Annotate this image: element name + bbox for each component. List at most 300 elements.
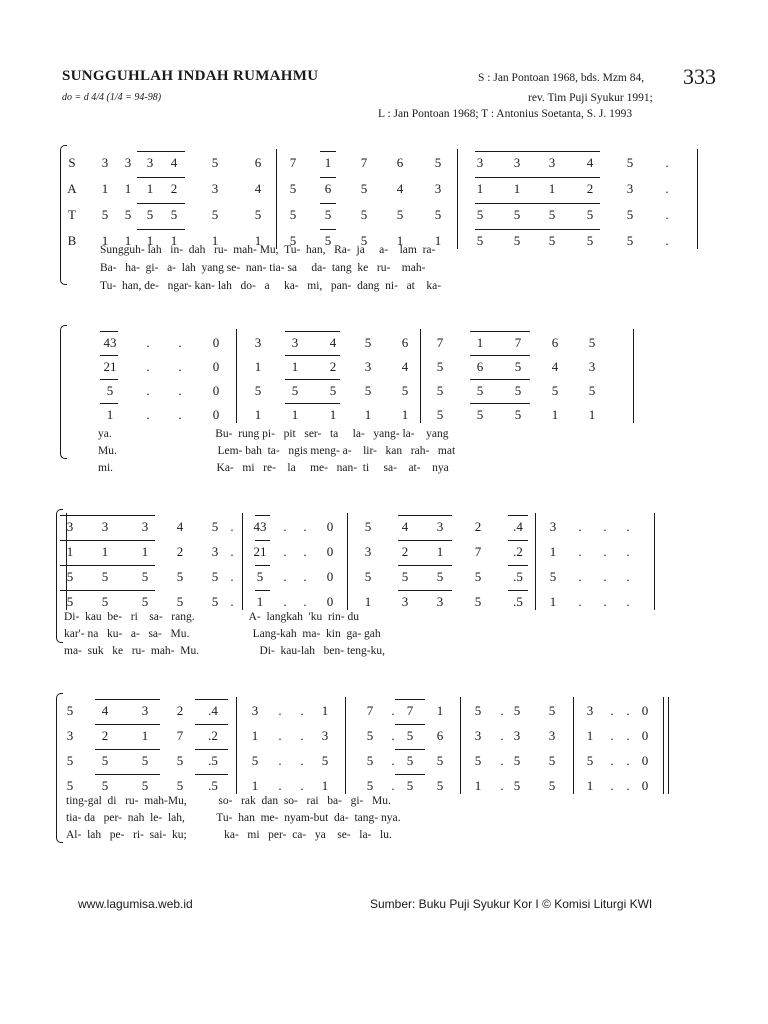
- note: 0: [641, 728, 649, 743]
- note: .: [578, 569, 582, 584]
- note: 5: [514, 383, 522, 398]
- note: 6: [254, 155, 262, 170]
- barline: [236, 697, 237, 794]
- note: .: [610, 703, 614, 718]
- note: 1: [170, 233, 178, 248]
- note: .: [283, 594, 287, 609]
- note: 5: [476, 233, 484, 248]
- note: 3: [401, 594, 409, 609]
- note: 5: [514, 407, 522, 422]
- note: 5: [474, 703, 482, 718]
- note: .: [610, 778, 614, 793]
- note: 6: [396, 155, 404, 170]
- note: 5: [474, 753, 482, 768]
- note: 1: [141, 544, 149, 559]
- barline: [236, 329, 237, 423]
- note: 1: [254, 233, 262, 248]
- beam-line: [398, 540, 452, 541]
- note: 3: [321, 728, 329, 743]
- note: 5: [626, 155, 634, 170]
- beam-line: [255, 540, 270, 541]
- note: 5: [256, 569, 264, 584]
- lyric-line: kar'- na ku- a- sa- Mu. Lang-kah ma- kin ga- gah: [64, 628, 381, 640]
- note: 1: [364, 407, 372, 422]
- note: 4: [254, 181, 262, 196]
- note: 5: [586, 207, 594, 222]
- note: .: [603, 519, 607, 534]
- note: 5: [513, 753, 521, 768]
- note: 5: [588, 335, 596, 350]
- note: .: [626, 703, 630, 718]
- note: 1: [251, 778, 259, 793]
- beam-line: [60, 565, 155, 566]
- note: .: [146, 335, 150, 350]
- note: .: [178, 335, 182, 350]
- note: 0: [326, 544, 334, 559]
- note: .: [626, 778, 630, 793]
- beam-line: [398, 565, 452, 566]
- note: .: [300, 703, 304, 718]
- note: 2: [176, 703, 184, 718]
- note: 3: [474, 728, 482, 743]
- note: 21: [103, 359, 117, 374]
- note: 7: [289, 155, 297, 170]
- note: 1: [586, 778, 594, 793]
- note: 1: [329, 407, 337, 422]
- note: 7: [436, 335, 444, 350]
- barline: [573, 697, 574, 794]
- note: 6: [551, 335, 559, 350]
- beam-line: [508, 590, 528, 591]
- note: 4: [586, 155, 594, 170]
- note: 43: [253, 519, 267, 534]
- note: .: [665, 155, 669, 170]
- website-link[interactable]: www.lagumisa.web.id: [78, 897, 193, 911]
- note: 3: [513, 155, 521, 170]
- note: 5: [101, 594, 109, 609]
- note: .: [300, 778, 304, 793]
- lyric-line: Tu- han, de- ngar- kan- lah do- a ka- mi, pan- dang ni- at ka-: [100, 280, 442, 292]
- barline: [697, 149, 698, 249]
- note: 7: [406, 703, 414, 718]
- note: .: [626, 544, 630, 559]
- note: 5: [211, 594, 219, 609]
- note: 3: [146, 155, 154, 170]
- note: .: [303, 519, 307, 534]
- note: 3: [513, 728, 521, 743]
- lyric-line: ya. Bu- rung pi- pit ser- ta la- yang- la- yang: [98, 428, 449, 440]
- beam-line: [195, 774, 228, 775]
- note: .: [230, 544, 234, 559]
- note: 1: [548, 181, 556, 196]
- note: 5: [66, 594, 74, 609]
- beam-line: [95, 774, 160, 775]
- note: 5: [176, 753, 184, 768]
- beam-line: [137, 203, 185, 204]
- note: 1: [396, 233, 404, 248]
- note: 5: [586, 753, 594, 768]
- note: 5: [176, 594, 184, 609]
- note: 5: [434, 207, 442, 222]
- note: 4: [396, 181, 404, 196]
- note: 7: [474, 544, 482, 559]
- note: 0: [326, 594, 334, 609]
- note: 1: [211, 233, 219, 248]
- note: 5: [406, 753, 414, 768]
- note: .: [303, 544, 307, 559]
- note: 1: [124, 233, 132, 248]
- note: 5: [324, 233, 332, 248]
- beam-line: [395, 774, 425, 775]
- note: 3: [101, 155, 109, 170]
- note: .: [578, 519, 582, 534]
- barline: [347, 513, 348, 610]
- note: 3: [211, 544, 219, 559]
- note: 5: [141, 753, 149, 768]
- note: 5: [626, 233, 634, 248]
- note: 4: [176, 519, 184, 534]
- note: .: [603, 544, 607, 559]
- beam-line: [470, 355, 530, 356]
- note: 4: [170, 155, 178, 170]
- note: .: [626, 753, 630, 768]
- note: 3: [434, 181, 442, 196]
- note: 6: [324, 181, 332, 196]
- beam-line: [255, 565, 270, 566]
- note: 5: [436, 359, 444, 374]
- note: 5: [474, 594, 482, 609]
- beam-line: [398, 590, 452, 591]
- note: 1: [586, 728, 594, 743]
- note: .: [626, 594, 630, 609]
- note: 5: [626, 207, 634, 222]
- lyric-line: mi. Ka- mi re- la me- nan- ti sa- at- nya: [98, 462, 449, 474]
- beam-line: [395, 724, 425, 725]
- voice-label-s: S: [68, 155, 76, 170]
- note: .: [278, 728, 282, 743]
- note: .2: [513, 544, 523, 559]
- key-tempo: do = d 4/4 (1/4 = 94-98): [62, 92, 162, 103]
- note: 3: [364, 544, 372, 559]
- note: 5: [513, 233, 521, 248]
- note: .: [578, 594, 582, 609]
- note: .: [283, 569, 287, 584]
- note: 5: [436, 753, 444, 768]
- note: 5: [366, 753, 374, 768]
- note: 5: [513, 703, 521, 718]
- voice-label-b: B: [67, 233, 77, 248]
- beam-line: [95, 724, 160, 725]
- system-brace: [60, 145, 67, 285]
- note: 5: [211, 519, 219, 534]
- note: 5: [289, 181, 297, 196]
- note: 1: [254, 407, 262, 422]
- beam-line: [195, 749, 228, 750]
- note: 5: [476, 407, 484, 422]
- note: .5: [208, 778, 218, 793]
- beam-line: [195, 699, 228, 700]
- beam-line: [100, 355, 118, 356]
- note: 5: [106, 383, 114, 398]
- beam-line: [60, 590, 155, 591]
- note: .: [626, 519, 630, 534]
- note: 4: [329, 335, 337, 350]
- lyric-line: tia- da per- nah le- lah, Tu- han me- nyam-but da- tang- nya.: [66, 812, 401, 824]
- note: 5: [254, 383, 262, 398]
- beam-line: [508, 565, 528, 566]
- note: .: [146, 407, 150, 422]
- note: .5: [208, 753, 218, 768]
- beam-line: [285, 355, 340, 356]
- note: .: [283, 544, 287, 559]
- note: 1: [124, 181, 132, 196]
- note: 3: [548, 728, 556, 743]
- beam-line: [100, 403, 118, 404]
- note: 1: [141, 728, 149, 743]
- song-title: SUNGGUHLAH INDAH RUMAHMU: [62, 68, 319, 84]
- beam-line: [137, 229, 185, 230]
- note: 5: [124, 207, 132, 222]
- note: .: [391, 728, 395, 743]
- barline: [460, 697, 461, 794]
- note: 5: [176, 778, 184, 793]
- note: 1: [146, 181, 154, 196]
- note: 5: [476, 383, 484, 398]
- note: 5: [401, 383, 409, 398]
- note: 1: [321, 703, 329, 718]
- note: 0: [326, 569, 334, 584]
- note: 3: [101, 519, 109, 534]
- note: .5: [513, 594, 523, 609]
- note: 5: [366, 728, 374, 743]
- beam-line: [285, 331, 340, 332]
- note: 5: [141, 778, 149, 793]
- beam-line: [470, 403, 530, 404]
- note: 5: [251, 753, 259, 768]
- system-brace: [60, 325, 67, 459]
- beam-line: [255, 590, 270, 591]
- barline: [654, 513, 655, 610]
- note: 5: [548, 703, 556, 718]
- beam-line: [475, 177, 600, 178]
- note: 5: [329, 383, 337, 398]
- note: 5: [211, 207, 219, 222]
- note: .: [500, 728, 504, 743]
- note: 0: [641, 703, 649, 718]
- note: 5: [406, 778, 414, 793]
- note: .: [391, 703, 395, 718]
- note: 2: [329, 359, 337, 374]
- note: 5: [364, 335, 372, 350]
- barline: [276, 149, 277, 249]
- note: 5: [289, 233, 297, 248]
- note: 7: [366, 703, 374, 718]
- note: 6: [476, 359, 484, 374]
- voice-label-a: A: [67, 181, 77, 196]
- note: 6: [436, 728, 444, 743]
- note: 5: [436, 407, 444, 422]
- beam-line: [320, 203, 336, 204]
- note: 1: [476, 181, 484, 196]
- note: 3: [626, 181, 634, 196]
- note: 3: [548, 155, 556, 170]
- note: 1: [476, 335, 484, 350]
- note: 1: [436, 544, 444, 559]
- note: .: [230, 519, 234, 534]
- note: 2: [401, 544, 409, 559]
- note: 1: [146, 233, 154, 248]
- beam-line: [137, 151, 185, 152]
- note: .: [283, 519, 287, 534]
- beam-line: [475, 151, 600, 152]
- note: 1: [321, 778, 329, 793]
- note: 0: [212, 335, 220, 350]
- note: 2: [101, 728, 109, 743]
- note: .: [500, 778, 504, 793]
- note: 0: [326, 519, 334, 534]
- beam-line: [95, 749, 160, 750]
- beam-line: [95, 699, 160, 700]
- beam-line: [60, 515, 155, 516]
- lyric-line: ting-gal di ru- mah-Mu, so- rak dan so- rai ba- gi- Mu.: [66, 795, 391, 807]
- note: 3: [436, 594, 444, 609]
- note: 5: [321, 753, 329, 768]
- system-brace: [56, 693, 63, 843]
- note: 3: [141, 703, 149, 718]
- note: 3: [66, 728, 74, 743]
- lyric-line: Di- kau be- ri sa- rang. A- langkah 'ku rin- du: [64, 611, 359, 623]
- note: 5: [364, 569, 372, 584]
- note: 3: [251, 703, 259, 718]
- note: .: [278, 703, 282, 718]
- note: 1: [66, 544, 74, 559]
- note: 3: [124, 155, 132, 170]
- note: .4: [208, 703, 218, 718]
- system-brace: [56, 509, 63, 643]
- note: 5: [548, 778, 556, 793]
- barline: [242, 513, 243, 610]
- note: 4: [551, 359, 559, 374]
- note: .: [278, 753, 282, 768]
- note: .: [626, 728, 630, 743]
- note: 5: [101, 778, 109, 793]
- song-number: 333: [683, 64, 716, 89]
- beam-line: [100, 379, 118, 380]
- note: 43: [103, 335, 117, 350]
- barline: [420, 329, 421, 423]
- note: .: [610, 728, 614, 743]
- note: 5: [66, 753, 74, 768]
- note: 0: [212, 359, 220, 374]
- note: 3: [436, 519, 444, 534]
- beam-line: [470, 331, 530, 332]
- note: 2: [474, 519, 482, 534]
- note: 4: [401, 359, 409, 374]
- note: 1: [436, 703, 444, 718]
- beam-line: [285, 403, 340, 404]
- note: .: [665, 207, 669, 222]
- note: 5: [324, 207, 332, 222]
- note: .: [230, 569, 234, 584]
- note: 5: [364, 519, 372, 534]
- beam-line: [285, 379, 340, 380]
- lyric-line: Al- lah pe- ri- sai- ku; ka- mi per- ca- ya se- la- lu.: [66, 829, 392, 841]
- note: 1: [434, 233, 442, 248]
- note: 1: [551, 407, 559, 422]
- note: 1: [251, 728, 259, 743]
- note: 1: [291, 359, 299, 374]
- note: 5: [66, 703, 74, 718]
- note: .: [278, 778, 282, 793]
- note: 3: [549, 519, 557, 534]
- beam-line: [398, 515, 452, 516]
- beam-line: [395, 749, 425, 750]
- note: 3: [66, 519, 74, 534]
- note: 5: [289, 207, 297, 222]
- note: 5: [513, 778, 521, 793]
- note: 5: [366, 778, 374, 793]
- note: 5: [360, 233, 368, 248]
- note: .: [603, 594, 607, 609]
- note: 5: [406, 728, 414, 743]
- beam-line: [320, 151, 336, 152]
- note: .: [303, 569, 307, 584]
- note: 5: [401, 569, 409, 584]
- note: 0: [641, 753, 649, 768]
- note: 3: [211, 181, 219, 196]
- note: .: [300, 753, 304, 768]
- note: 5: [170, 207, 178, 222]
- note: 0: [641, 778, 649, 793]
- beam-line: [508, 515, 528, 516]
- note: 2: [586, 181, 594, 196]
- note: .: [610, 753, 614, 768]
- note: .: [391, 778, 395, 793]
- note: 5: [588, 383, 596, 398]
- note: .: [303, 594, 307, 609]
- note: 5: [66, 569, 74, 584]
- note: .: [391, 753, 395, 768]
- note: 1: [291, 407, 299, 422]
- barline: [633, 329, 634, 423]
- note: 5: [586, 233, 594, 248]
- barline: [457, 149, 458, 249]
- note: 5: [101, 207, 109, 222]
- beam-line: [470, 379, 530, 380]
- barline: [345, 697, 346, 794]
- note: 7: [514, 335, 522, 350]
- note: 5: [476, 207, 484, 222]
- note: 1: [256, 594, 264, 609]
- note: 3: [254, 335, 262, 350]
- note: 6: [401, 335, 409, 350]
- note: 5: [141, 594, 149, 609]
- note: 5: [436, 383, 444, 398]
- note: 5: [291, 383, 299, 398]
- note: 3: [588, 359, 596, 374]
- lyric-line: Mu. Lem- bah ta- ngis meng- a- lir- kan rah- mat: [98, 445, 456, 457]
- barline: [535, 513, 536, 610]
- note: 1: [401, 407, 409, 422]
- note: 5: [548, 207, 556, 222]
- note: 5: [434, 155, 442, 170]
- note: .: [603, 569, 607, 584]
- note: 5: [513, 207, 521, 222]
- note: 5: [360, 207, 368, 222]
- note: 1: [549, 544, 557, 559]
- note: .: [178, 359, 182, 374]
- note: .: [626, 569, 630, 584]
